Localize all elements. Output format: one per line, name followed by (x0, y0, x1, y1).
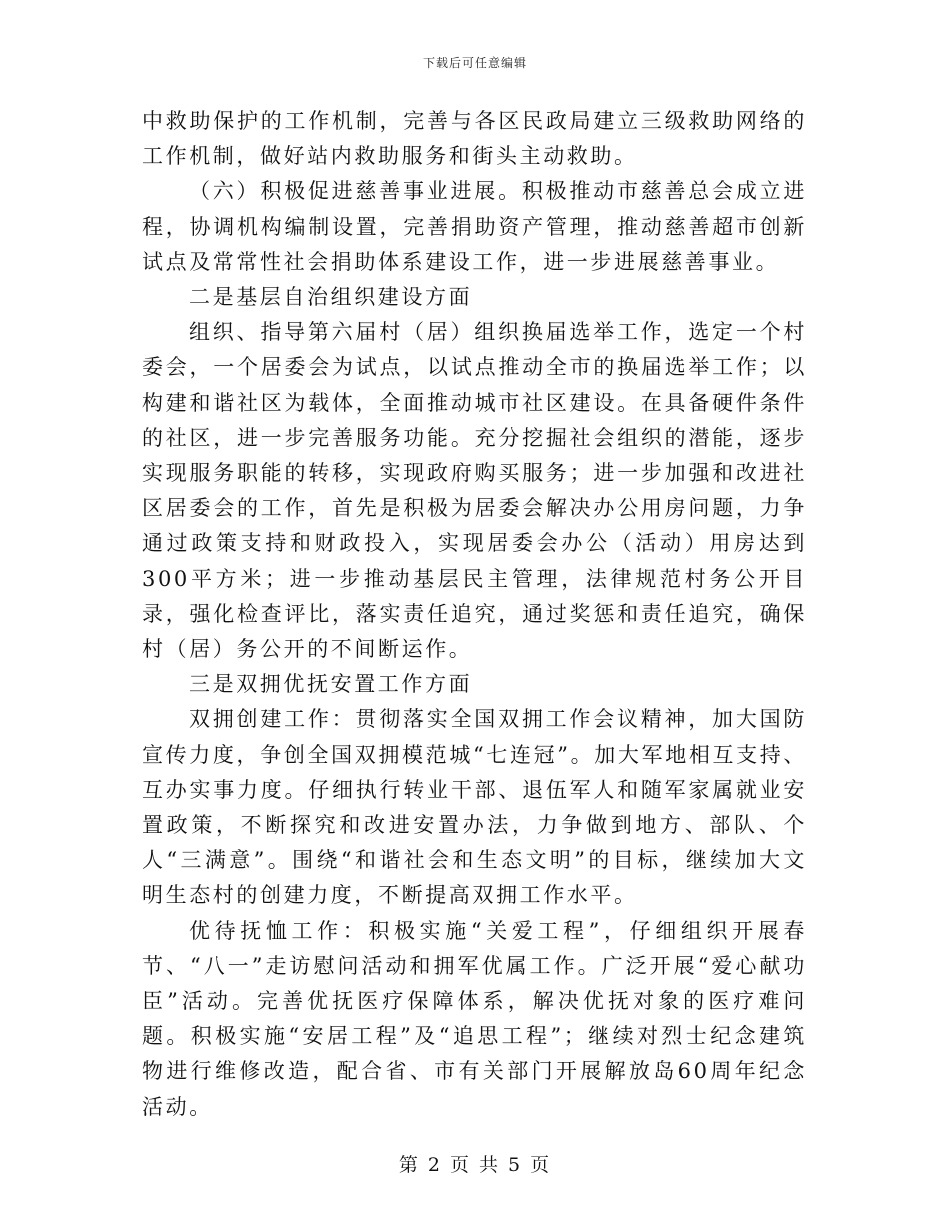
page-header: 下载后可任意编辑 (422, 56, 527, 70)
paragraph-elections: 组织、指导第六届村（居）组织换届选举工作，选定一个村委会，一个居委会为试点，以试点推动全市的换届选举工作；以构建和谐社区为载体，全面推动城市社区建设。在具备硬件条件的社区，进一步完善服务功能。充分挖掘社会组织的潜能，逐步实现服务职能的转移，实现政府购买服务；进一步加强和改进社区居委会的工作，首先是积极为居委会解决办公用房问题，力争通过政策支持和财政投入，实现居委会办公（活动）用房达到300平方米；进一步推动基层民主管理，法律规范村务公开目录，强化检查评比，落实责任追究，通过奖惩和责任追究，确保村（居）务公开的不间断运作。 (142, 320, 807, 662)
document-body (142, 104, 807, 1125)
paragraph-double-support: 双拥创建工作：贯彻落实全国双拥工作会议精神，加大国防宣传力度，争创全国双拥模范城“七连冠”。加大军地相互支持、互办实事力度。仔细执行转业干部、退伍军人和随军家属就业安置政策，不断探究和改进安置办法，力争做到地方、部队、个人“三满意”。围绕“和谐社会和生态文明”的目标，继续加大文明生态村的创建力度，不断提高双拥工作水平。 (142, 707, 807, 908)
paragraph-continued: 中救助保护的工作机制，完善与各区民政局建立三级救助网络的工作机制，做好站内救助服务和街头主动救助。 (142, 109, 807, 169)
section-heading-military: 三是双拥优抚安置工作方面 (189, 672, 473, 697)
paragraph-preferential-care: 优待抚恤工作：积极实施“关爱工程”，仔细组织开展春节、“八一”走访慰问活动和拥军优属工作。广泛开展“爱心献功臣”活动。完善优抚医疗保障体系，解决优抚对象的医疗难问题。积极实施“安居工程”及“追思工程”；继续对烈士纪念建筑物进行维修改造，配合省、市有关部门开展解放岛60周年纪念活动。 (142, 918, 807, 1119)
page-number: 第 2 页 共 5 页 (398, 1154, 552, 1176)
section-heading-grassroots: 二是基层自治组织建设方面 (189, 285, 473, 310)
paragraph-charity: （六）积极促进慈善事业进展。积极推动市慈善总会成立进程，协调机构编制设置，完善捐助资产管理，推动慈善超市创新试点及常常性社会捐助体系建设工作，进一步进展慈善事业。 (142, 179, 807, 274)
